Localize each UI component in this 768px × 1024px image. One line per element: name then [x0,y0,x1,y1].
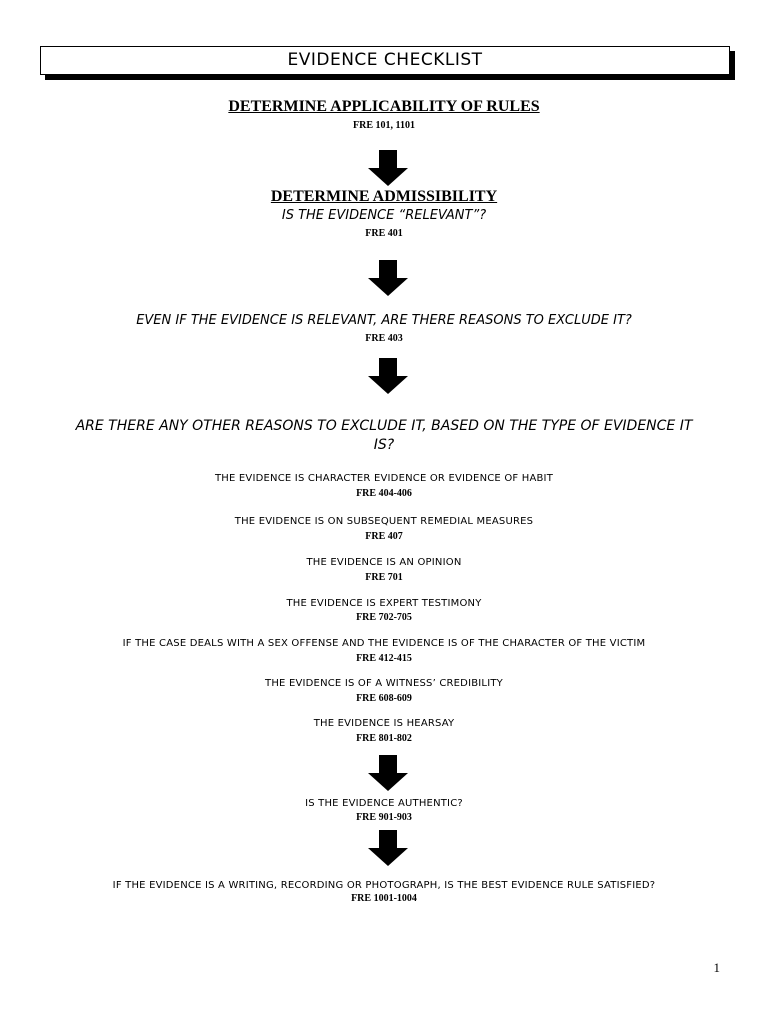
heading-applicability: DETERMINE APPLICABILITY OF RULES [228,98,540,115]
question-authentic: IS THE EVIDENCE AUTHENTIC? [305,798,463,809]
rule-ref-relevant: FRE 401 [365,228,403,239]
down-arrow-icon [368,830,408,866]
question-exclude: EVEN IF THE EVIDENCE IS RELEVANT, ARE THERE REASONS TO EXCLUDE IT? [136,313,632,328]
list-item-rule: FRE 404-406 [356,488,412,499]
rule-ref-exclude: FRE 403 [365,333,403,344]
down-arrow-icon [368,260,408,296]
list-item: IF THE CASE DEALS WITH A SEX OFFENSE AND THE EVIDENCE IS OF THE CHARACTER OF THE VICTIM [122,638,646,649]
list-item-rule: FRE 801-802 [356,733,412,744]
list-item: THE EVIDENCE IS CHARACTER EVIDENCE OR EVIDENCE OF HABIT [214,473,554,484]
rule-ref-best-evidence: FRE 1001-1004 [351,893,417,904]
rule-ref-authentic: FRE 901-903 [356,812,412,823]
list-item: THE EVIDENCE IS OF A WITNESS’ CREDIBILITY [265,678,503,689]
down-arrow-icon [368,150,408,186]
question-other-reasons-cont: IS? [373,437,395,453]
question-relevant: IS THE EVIDENCE “RELEVANT”? [281,208,487,223]
page-title: EVIDENCE CHECKLIST [40,46,730,75]
list-item: THE EVIDENCE IS EXPERT TESTIMONY [286,598,482,609]
question-best-evidence: IF THE EVIDENCE IS A WRITING, RECORDING OR PHOTOGRAPH, IS THE BEST EVIDENCE RULE SATISFIED? [112,880,656,891]
page-number: 1 [713,960,720,975]
heading-admissibility: DETERMINE ADMISSIBILITY [270,188,498,205]
list-item-rule: FRE 407 [365,531,403,542]
list-item-rule: FRE 701 [365,572,403,583]
down-arrow-icon [368,358,408,394]
list-item: THE EVIDENCE IS ON SUBSEQUENT REMEDIAL MEASURES [234,516,534,527]
question-other-reasons: ARE THERE ANY OTHER REASONS TO EXCLUDE IT, BASED ON THE TYPE OF EVIDENCE IT [75,418,693,434]
list-item-rule: FRE 608-609 [356,693,412,704]
list-item: THE EVIDENCE IS HEARSAY [313,718,455,729]
down-arrow-icon [368,755,408,791]
list-item-rule: FRE 702-705 [356,612,412,623]
list-item-rule: FRE 412-415 [356,653,412,664]
list-item: THE EVIDENCE IS AN OPINION [306,557,462,568]
rule-ref-applicability: FRE 101, 1101 [353,120,415,131]
